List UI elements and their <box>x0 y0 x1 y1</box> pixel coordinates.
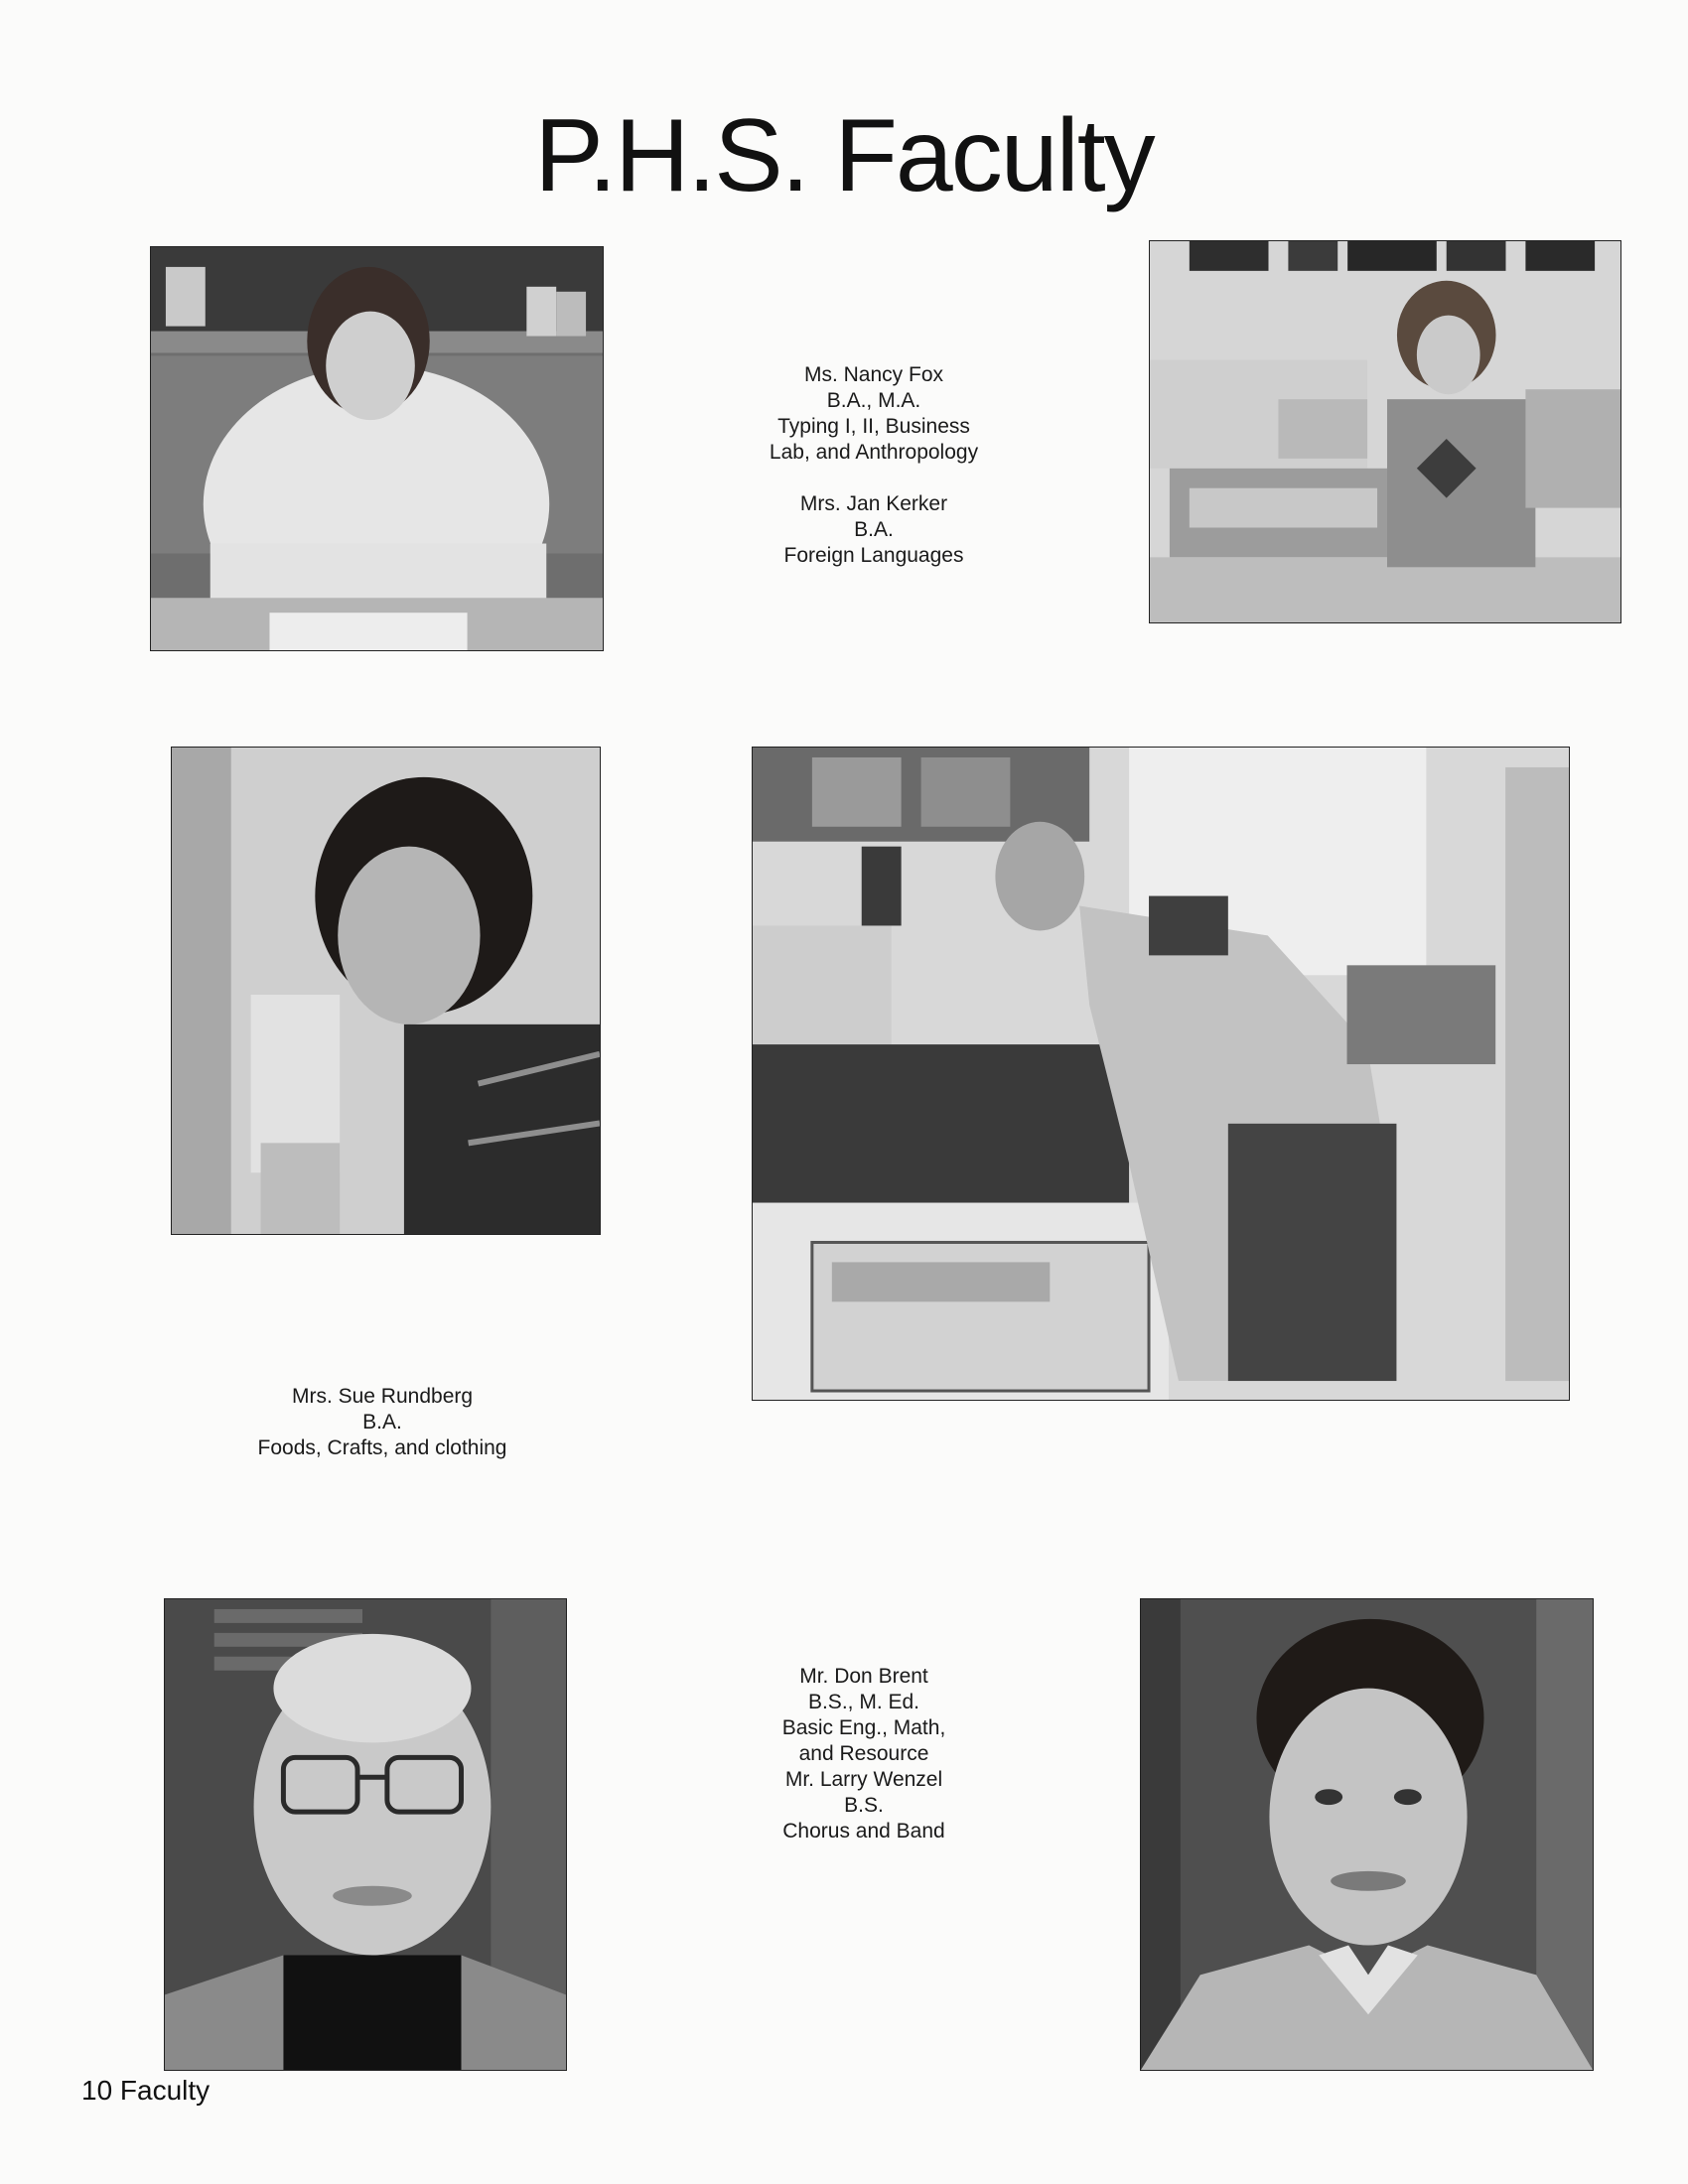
caption-brent-wenzel <box>685 1664 1043 1844</box>
brent-subjects-line-1: Basic Eng., Math, <box>781 1716 946 1739</box>
faculty-photo-1-image <box>151 247 603 650</box>
faculty-photo-1 <box>150 246 604 651</box>
rundberg-degree: B.A. <box>362 1411 402 1433</box>
brent-degree: B.S., M. Ed. <box>807 1691 920 1713</box>
brent-subjects-line-2: and Resource <box>798 1742 929 1765</box>
rundberg-subjects: Foods, Crafts, and clothing <box>257 1436 507 1459</box>
wenzel-degree: B.S. <box>844 1794 884 1817</box>
wenzel-subjects: Chorus and Band <box>782 1820 945 1843</box>
caption-rundberg <box>199 1384 566 1461</box>
fox-degree: B.A., M.A. <box>826 389 921 412</box>
kerker-subjects: Foreign Languages <box>783 544 964 567</box>
caption-fox-kerker <box>695 362 1053 569</box>
rundberg-name: Mrs. Sue Rundberg <box>291 1385 474 1408</box>
faculty-photo-5 <box>164 1598 567 2071</box>
caption-spacer <box>695 466 1053 491</box>
fox-name: Ms. Nancy Fox <box>803 363 944 386</box>
faculty-photo-4 <box>752 747 1570 1401</box>
faculty-photo-2-image <box>1150 241 1620 622</box>
faculty-photo-3-image <box>172 748 600 1234</box>
page-folio: 10 Faculty <box>81 2075 211 2106</box>
faculty-photo-5-image <box>165 1599 566 2070</box>
fox-subjects-line-1: Typing I, II, Business <box>777 415 970 438</box>
faculty-photo-2 <box>1149 240 1621 623</box>
kerker-name: Mrs. Jan Kerker <box>799 492 948 515</box>
page-title: P.H.S. Faculty <box>534 98 1154 213</box>
faculty-photo-3 <box>171 747 601 1235</box>
kerker-degree: B.A. <box>854 518 894 541</box>
brent-name: Mr. Don Brent <box>799 1665 928 1688</box>
faculty-photo-6-image <box>1141 1599 1593 2070</box>
faculty-photo-4-image <box>753 748 1569 1400</box>
wenzel-name: Mr. Larry Wenzel <box>784 1768 943 1791</box>
faculty-photo-6 <box>1140 1598 1594 2071</box>
fox-subjects-line-2: Lab, and Anthropology <box>769 441 979 464</box>
